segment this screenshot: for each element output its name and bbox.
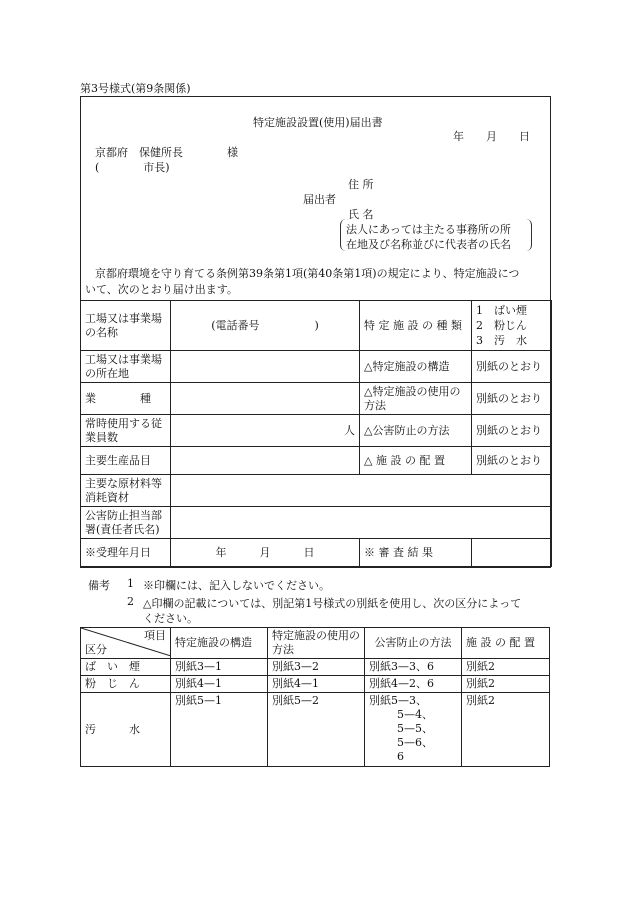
received-date-label: ※受理年月日 <box>81 539 171 567</box>
pollution-label: △公害防止の方法 <box>360 415 472 447</box>
table-cell: 別紙2 <box>462 659 550 676</box>
persons-unit: 人 <box>344 423 355 437</box>
statement-line-1: 京都府環境を守り育てる条例第39条第1項(第40条第1項)の規定により、特定施設につ <box>95 267 520 280</box>
note-1-number: 1 <box>127 577 134 590</box>
note-2-text-1: △印欄の記載については、別記第1号様式の別紙を使用し、次の区分によって <box>143 597 522 610</box>
column-header-structure: 特定施設の構造 <box>171 628 268 659</box>
factory-name-label: 工場又は事業場の名称 <box>81 301 171 351</box>
materials-label: 主要な原材料等消耗資材 <box>81 475 171 507</box>
facility-type-options <box>472 301 552 351</box>
facility-type-smoke[interactable]: 1 ばい煙 <box>476 304 527 317</box>
products-field[interactable] <box>171 447 360 475</box>
category-table <box>80 627 550 767</box>
column-header-pollution: 公害防止の方法 <box>365 628 462 659</box>
statement-line-2: いて、次のとおり届け出ます。 <box>85 283 238 296</box>
usage-label: △特定施設の使用の方法 <box>360 383 472 415</box>
name-label: 氏 名 <box>348 208 374 221</box>
table-cell: 別紙3—1 <box>171 659 268 676</box>
corporate-note-line-1: 法人にあっては主たる事務所の所 <box>346 223 511 236</box>
factory-location-label: 工場又は事業場の所在地 <box>81 351 171 383</box>
addressee-mayor: ( 市長) <box>95 161 170 174</box>
table-cell-multi <box>365 693 462 767</box>
address-label: 住 所 <box>348 178 374 191</box>
form-title: 特定施設設置(使用)届出書 <box>253 116 383 129</box>
structure-value: 別紙のとおり <box>472 351 552 383</box>
note-1-text: ※印欄には、記入しないでください。 <box>143 579 330 592</box>
phone-label: (電話番号 ) <box>211 318 319 332</box>
layout-label: △ 施 設 の 配 置 <box>360 447 472 475</box>
row-category-dust: 粉 じ ん <box>81 676 171 693</box>
form-label: 第3号様式(第9条関係) <box>80 82 191 95</box>
pollution-ref-2: 5—4、 <box>397 708 433 721</box>
header-item: 項目 <box>144 629 166 642</box>
pollution-value: 別紙のとおり <box>472 415 552 447</box>
table-cell: 別紙4—2、6 <box>365 676 462 693</box>
business-field[interactable] <box>171 383 360 415</box>
employees-field[interactable] <box>171 415 360 447</box>
addressee-governor: 京都府 保健所長 様 <box>95 146 238 159</box>
manager-field[interactable] <box>171 507 552 539</box>
manager-label: 公害防止担当部署(責任者氏名) <box>81 507 171 539</box>
table-cell: 別紙3—2 <box>268 659 365 676</box>
review-result-field <box>472 539 552 567</box>
header-category: 区分 <box>85 643 107 656</box>
materials-field[interactable] <box>171 475 552 507</box>
structure-label: △特定施設の構造 <box>360 351 472 383</box>
factory-name-field[interactable] <box>171 301 360 351</box>
facility-type-dust[interactable]: 2 粉じん <box>476 319 527 332</box>
usage-value: 別紙のとおり <box>472 383 552 415</box>
column-header-usage: 特定施設の使用の方法 <box>268 628 365 659</box>
facility-type-wastewater[interactable]: 3 汚 水 <box>476 334 527 347</box>
row-category-wastewater: 汚 水 <box>81 693 171 767</box>
table-cell: 別紙4—1 <box>268 676 365 693</box>
pollution-ref-5: 6 <box>397 750 404 763</box>
pollution-ref-4: 5—6、 <box>397 736 433 749</box>
review-result-label: ※ 審 査 結 果 <box>360 539 472 567</box>
table-cell: 別紙5—2 <box>268 693 365 767</box>
products-label: 主要生産品目 <box>81 447 171 475</box>
header-diagonal-cell <box>81 628 171 659</box>
pollution-ref-3: 5—5、 <box>397 722 433 735</box>
note-2-text-2: ください。 <box>143 612 198 625</box>
corporate-note-line-2: 在地及び名称並びに代表者の氏名 <box>346 238 511 251</box>
column-header-layout: 施 設 の 配 置 <box>462 628 550 659</box>
employees-label: 常時使用する従業員数 <box>81 415 171 447</box>
applicant-label: 届出者 <box>303 193 336 206</box>
table-cell: 別紙2 <box>462 676 550 693</box>
received-date-field: 年 月 日 <box>171 539 360 567</box>
table-cell: 別紙4—1 <box>171 676 268 693</box>
facility-type-label: 特 定 施 設 の 種 類 <box>360 301 472 351</box>
date-line[interactable]: 年 月 日 <box>453 130 530 143</box>
table-cell: 別紙5—1 <box>171 693 268 767</box>
application-table <box>80 300 552 567</box>
notes-heading: 備考 <box>88 579 110 592</box>
factory-location-field[interactable] <box>171 351 360 383</box>
business-label: 業 種 <box>81 383 171 415</box>
row-category-smoke: ば い 煙 <box>81 659 171 676</box>
layout-value: 別紙のとおり <box>472 447 552 475</box>
note-2-number: 2 <box>127 595 134 608</box>
pollution-ref-1: 別紙5—3、 <box>369 694 427 707</box>
table-cell: 別紙3—3、6 <box>365 659 462 676</box>
table-cell: 別紙2 <box>462 693 550 767</box>
